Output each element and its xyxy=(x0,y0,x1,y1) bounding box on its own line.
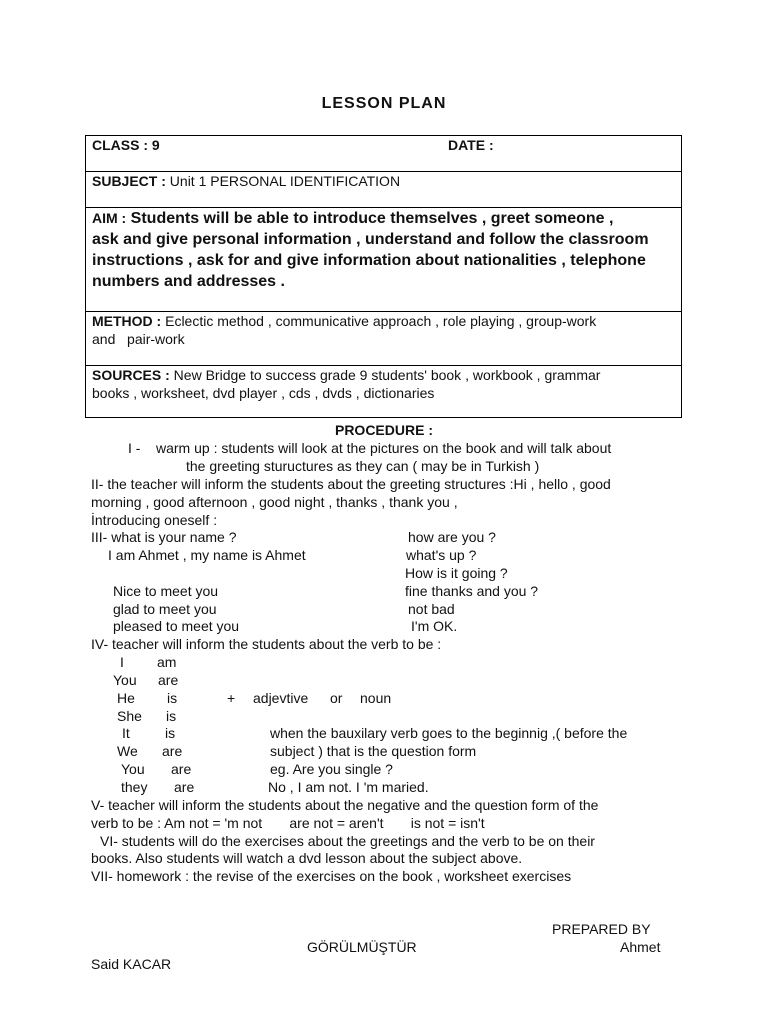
class-label: CLASS : 9 xyxy=(92,137,160,153)
aim-row xyxy=(86,208,682,312)
date-label: DATE : xyxy=(448,137,494,153)
step-4-line-1: IV- teacher will inform the students about the verb to be : xyxy=(91,636,442,652)
step-6-line-2: books. Also students will watch a dvd lesson about the subject above. xyxy=(91,850,523,866)
subject-label: SUBJECT : xyxy=(92,173,166,189)
step-5-line-1: V- teacher will inform the students about the negative and the question form of the xyxy=(91,797,599,813)
verb-form: is xyxy=(165,725,176,741)
verb-form: is xyxy=(166,708,177,724)
noun-word: noun xyxy=(360,690,392,706)
subject-row xyxy=(86,172,682,208)
procedure-heading: PROCEDURE : xyxy=(334,422,433,438)
approval-label: GÖRÜLMÜŞTÜR xyxy=(307,939,417,955)
step-7-line-1: VII- homework : the revise of the exercises on the book , worksheet exercises xyxy=(91,868,572,884)
preparer-name: Ahmet xyxy=(620,939,661,955)
method-row xyxy=(86,312,682,366)
method-label: METHOD : xyxy=(92,313,162,329)
question-rule-line-2: subject ) that is the question form xyxy=(270,743,477,759)
subject-value: Unit 1 PERSONAL IDENTIFICATION xyxy=(165,173,401,189)
step-6-line-1: VI- students will do the exercises about the greetings and the verb to be on their xyxy=(100,833,595,849)
example-name-answer: I am Ahmet , my name is Ahmet xyxy=(108,547,306,563)
example-glad-to-meet: glad to meet you xyxy=(113,601,217,617)
aim-line-2: ask and give personal information , understand and follow the classroom xyxy=(92,231,649,248)
step-3-question: III- what is your name ? xyxy=(91,529,237,545)
class-row xyxy=(86,136,682,172)
plus-sign: + xyxy=(227,690,236,706)
verb-form: am xyxy=(157,654,177,670)
verb-form: are xyxy=(171,761,192,777)
sources-line-1: New Bridge to success grade 9 students' book , workbook , grammar xyxy=(169,367,601,383)
step-1-line-2: the greeting stuructures as they can ( may be in Turkish ) xyxy=(186,458,540,474)
sources-line-2: books , worksheet, dvd player , cds , dvds , dictionaries xyxy=(92,385,435,401)
aim-line-1: Students will be able to introduce themselves , greet someone , xyxy=(126,210,614,227)
verb-form: is xyxy=(167,690,178,706)
method-line-2: and pair-work xyxy=(92,331,185,347)
verb-form: are xyxy=(162,743,183,759)
adjective-word: adjevtive xyxy=(253,690,309,706)
pronoun: they xyxy=(121,779,148,795)
pronoun: It xyxy=(122,725,130,741)
aim-line-3: instructions , ask for and give information about nationalities , telephone xyxy=(92,252,646,269)
step-5-line-2: verb to be : Am not = 'm not are not = aren't is not = isn't xyxy=(91,815,485,831)
lesson-plan-table xyxy=(85,135,682,418)
step-2-line-1: II- the teacher will inform the students about the greeting structures :Hi , hello , good xyxy=(91,476,611,492)
pronoun: I xyxy=(120,654,124,670)
question-example: eg. Are you single ? xyxy=(270,761,393,777)
example-pleased-to-meet: pleased to meet you xyxy=(113,618,240,634)
answer-example: No , I am not. I 'm maried. xyxy=(268,779,429,795)
pronoun: She xyxy=(117,708,142,724)
step-2-line-2: morning , good afternoon , good night , thanks , thank you , xyxy=(91,494,458,510)
document-title: LESSON PLAN xyxy=(321,95,447,112)
greeting-whats-up: what's up ? xyxy=(406,547,477,563)
pronoun: We xyxy=(117,743,138,759)
example-nice-to-meet: Nice to meet you xyxy=(113,583,219,599)
step-1-line-1: I - warm up : students will look at the pictures on the book and will talk about xyxy=(128,440,612,456)
reply-not-bad: not bad xyxy=(408,601,455,617)
method-line-1: Eclectic method , communicative approach , role playing , group-work xyxy=(161,313,597,329)
verb-form: are xyxy=(174,779,195,795)
pronoun: He xyxy=(117,690,135,706)
greeting-how-is-it-going: How is it going ? xyxy=(405,565,508,581)
sources-label: SOURCES : xyxy=(92,367,170,383)
greeting-how-are-you: how are you ? xyxy=(408,529,496,545)
aim-line-4: numbers and addresses . xyxy=(92,273,285,290)
verb-form: are xyxy=(158,672,179,688)
prepared-by-label: PREPARED BY xyxy=(552,921,651,937)
sources-row xyxy=(86,366,682,418)
reply-im-ok: I'm OK. xyxy=(411,618,458,634)
reply-fine-thanks: fine thanks and you ? xyxy=(405,583,539,599)
approver-name: Said KACAR xyxy=(91,956,172,972)
pronoun: You xyxy=(121,761,145,777)
step-2-line-3: İntroducing oneself : xyxy=(91,512,218,528)
or-word: or xyxy=(330,690,343,706)
question-rule-line-1: when the bauxilary verb goes to the beginnig ,( before the xyxy=(270,725,628,741)
pronoun: You xyxy=(113,672,137,688)
aim-label: AIM : xyxy=(92,210,127,226)
